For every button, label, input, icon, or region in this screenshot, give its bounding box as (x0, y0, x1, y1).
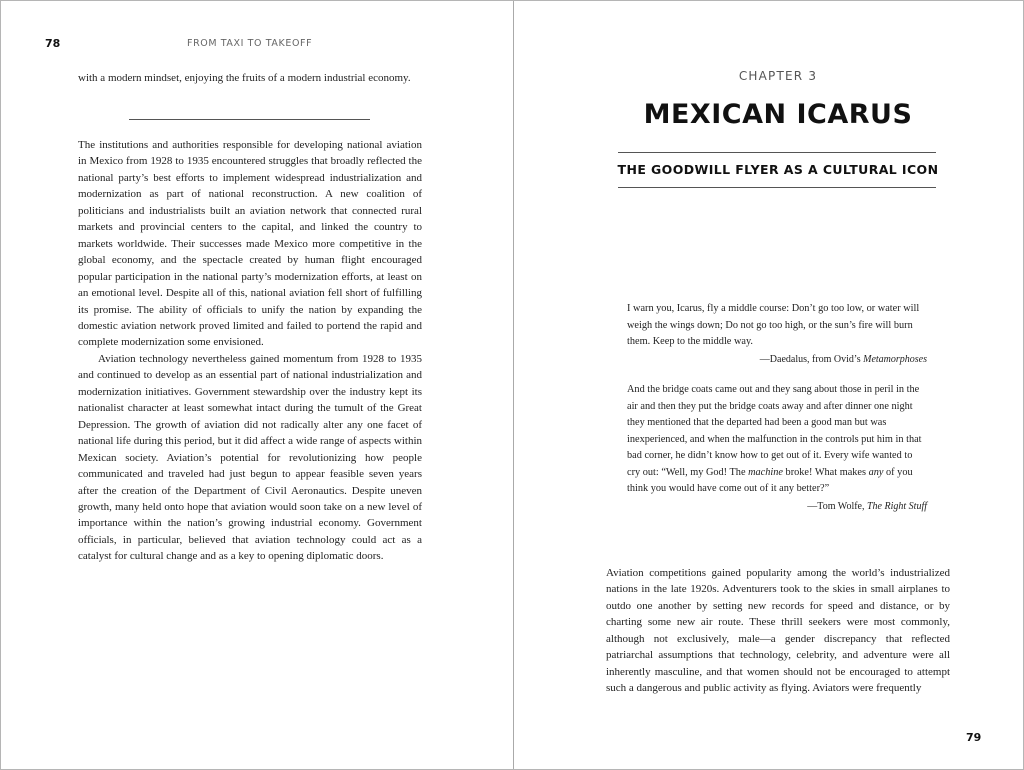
chapter-label: CHAPTER 3 (738, 69, 818, 83)
body-text (606, 565, 950, 697)
epigraph (627, 382, 927, 515)
epigraph-emphasis: any (868, 466, 884, 478)
paragraph: Aviation technology nevertheless gained momentum from 1928 to 1935 and continued to develop as an essential part of national industrialization and modernization initiatives. Government stewardship over the industry kept its nationalist character at least somewhat intact during the tumult of the Great Depression. The growth of aviation did not radically alter any one facet of national life during this period, but it did affect a wide range of aspects within Mexican society. Aviation’s potential for revolutionizing how people communicated and traveled had just begun to appear feasible seven years after the creation of the Department of Civil Aeronautics. Despite uneven growth, many held onto hope that aviation would soon take on a new level of importance within the nation’s growing industrial economy. Government officials, in particular, believed that aviation technology could act as a catalyst for cultural change and as a key to opening diplomatic doors. (78, 352, 422, 563)
epigraph-attribution (627, 352, 927, 369)
attribution-author: —Daedalus, from Ovid’s (759, 353, 864, 365)
right-page (514, 1, 1023, 769)
left-page (1, 1, 513, 769)
attribution-work: The Right Stuff (867, 500, 927, 512)
attribution-work: Metamorphoses (863, 353, 927, 365)
continued-text (78, 70, 422, 86)
epigraph-attribution (627, 499, 927, 516)
section-divider (129, 119, 370, 120)
epigraph (627, 301, 927, 368)
epigraph-text (627, 382, 927, 498)
page-number: 79 (966, 731, 982, 744)
epigraph-emphasis: machine (748, 466, 783, 478)
paragraph: with a modern mindset, enjoying the fruits of a modern industrial economy. (78, 72, 411, 84)
paragraph: Aviation competitions gained popularity among the world’s industrialized nations in the late 1920s. Adventurers took to the skies in small airplanes to outdo one another by setting new records for speed and distance, or by charting some new air route. These thrill seekers were most commonly, although not exclusively, male—a gender discrepancy that reflected patriarchal assumptions that technology, celebrity, and adventure were all inherently masculine, and that women should not be encouraged to attempt such a dangerous and public activity as flying. Aviators were frequently (606, 567, 950, 695)
attribution-author: —Tom Wolfe, (807, 500, 867, 512)
running-head: FROM TAXI TO TAKEOFF (187, 38, 313, 49)
epigraph-text-part: broke! What makes (782, 466, 869, 478)
epigraph-text-part: And the bridge coats came out and they sang about those in peril in the air and then they put the bridge coats away and after dinner one night they mentioned that the departed had been a good man but was inexperienced, and when the malfunction in the controls put him in that bad corner, he didn’t know how to get out of it. Every wife wanted to cry out: “Well, my God! The (627, 384, 922, 478)
paragraph: The institutions and authorities responsible for developing national aviation in Mexico from 1928 to 1935 encountered struggles that broadly reflected the national party’s best efforts to implement widespread industrialization and modernization as part of national reconstruction. A new coalition of politicians and industrialists built an aviation network that connected rural markets and provincial centers to the capital, and linked the country to markets worldwide. Their successes made Mexico more competitive in the global economy, and the spectacle created by human flight encouraged popular participation in the national party’s modernization efforts, at least on an emotional level. Despite all of this, national aviation fell short of fulfilling its promise. The ability of officials to unify the nation by expanding the domestic aviation network proved limited and failed to portend the rapid and complete modernization some envisioned. (78, 139, 422, 349)
chapter-subtitle: THE GOODWILL FLYER AS A CULTURAL ICON (617, 162, 939, 177)
title-rule-top (618, 152, 936, 153)
page-number: 78 (45, 37, 61, 50)
chapter-title: MEXICAN ICARUS (643, 99, 913, 130)
epigraph-text: I warn you, Icarus, fly a middle course: Don’t go too low, or water will weigh the wings down; Do not go too high, or the sun’s fire will burn them. Keep to the middle way. (627, 303, 920, 347)
title-rule-bottom (618, 187, 936, 188)
epigraph-text-part: of you think you would have come out of it any better?” (627, 466, 913, 494)
body-text (78, 137, 422, 565)
